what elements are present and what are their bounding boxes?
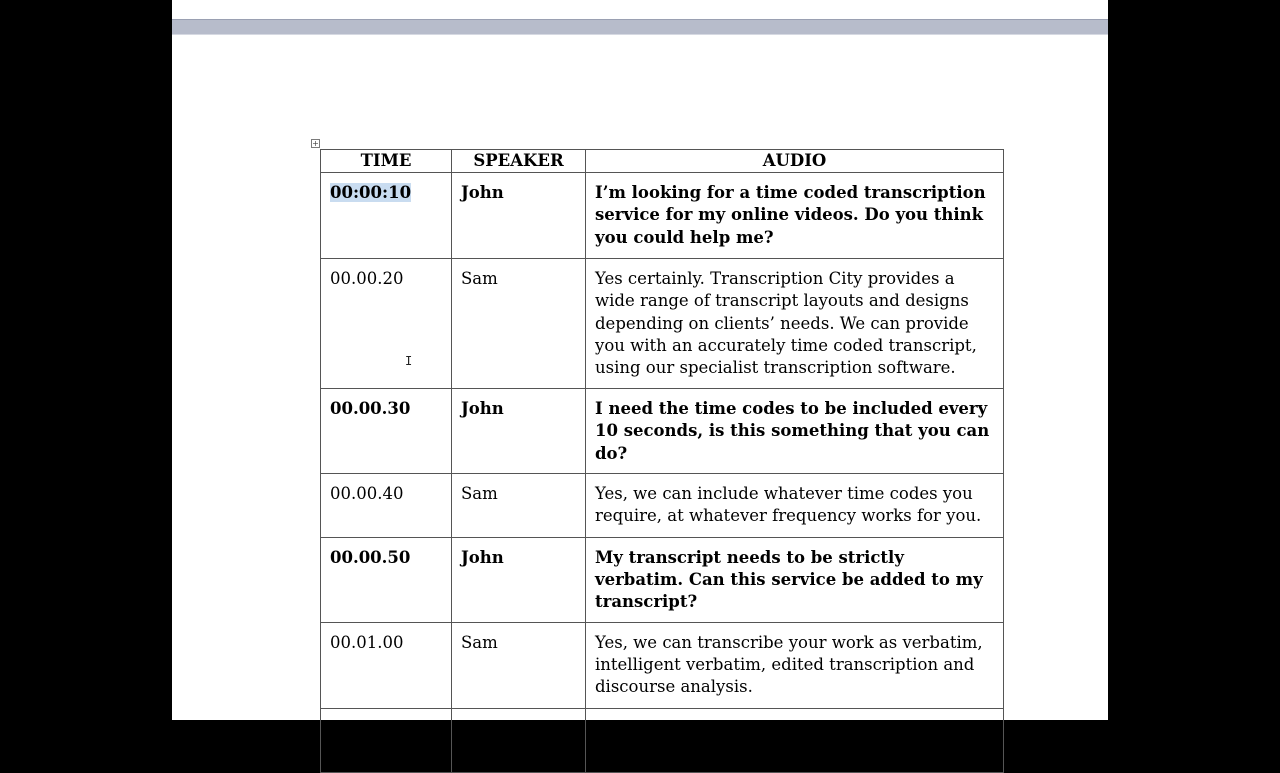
table-row: [321, 473, 1004, 537]
table-body: [321, 173, 1004, 773]
cell-audio-text: My transcript needs to be strictly verbatim. Can this service be added to my transcript?: [595, 547, 983, 612]
cell-time-text: 00.00.40: [330, 483, 404, 503]
table-header-row: [321, 150, 1004, 173]
cell-time[interactable]: [321, 389, 452, 474]
cell-audio[interactable]: [586, 622, 1004, 708]
cell-time-text: 00.00.30: [330, 399, 411, 418]
cell-speaker[interactable]: [452, 537, 586, 622]
cell-speaker[interactable]: [452, 473, 586, 537]
cell-audio[interactable]: [586, 259, 1004, 389]
cell-audio[interactable]: [586, 708, 1004, 772]
cell-speaker-text: Sam: [461, 269, 498, 288]
table-row: [321, 537, 1004, 622]
cell-speaker-text: John: [461, 547, 504, 567]
cell-time[interactable]: [321, 259, 452, 389]
page-break-divider: [172, 19, 1108, 35]
cell-speaker[interactable]: [452, 259, 586, 389]
table-row: [321, 173, 1004, 259]
cell-speaker[interactable]: [452, 622, 586, 708]
table-row: [321, 708, 1004, 772]
previous-page-bottom: [172, 0, 1108, 19]
cell-speaker[interactable]: [452, 708, 586, 772]
text-cursor-icon: I: [405, 354, 413, 368]
cell-audio-text: Yes certainly. Transcription City provides a wide range of transcript layouts and designs depending on clients’ needs. We can provide you with an accurately time coded transcript, using our specialist transcription software.: [595, 269, 977, 378]
cell-time-text: 00.00.50: [330, 547, 411, 567]
cell-speaker-text: John: [461, 718, 504, 738]
cell-speaker-text: John: [461, 183, 504, 202]
cell-audio-text: I need the time codes to be included every 10 seconds, is this something that you can do?: [595, 399, 990, 463]
cell-speaker[interactable]: [452, 389, 586, 474]
table-row: [321, 389, 1004, 474]
document-page[interactable]: [172, 0, 1108, 761]
cell-audio[interactable]: [586, 173, 1004, 259]
cell-audio[interactable]: [586, 389, 1004, 474]
header-time[interactable]: TIME: [321, 150, 452, 173]
transcript-table[interactable]: [320, 149, 1004, 773]
cell-time[interactable]: [321, 622, 452, 708]
cell-speaker-text: Sam: [461, 483, 498, 503]
table-row: [321, 622, 1004, 708]
cell-audio-text: Yes, we can include whatever time codes you require, at whatever frequency works for you.: [595, 483, 982, 526]
cell-time[interactable]: [321, 537, 452, 622]
cell-speaker[interactable]: [452, 173, 586, 259]
cell-audio-text: I’m looking for a time coded transcription service for my online videos. Do you think you could help me?: [595, 183, 986, 247]
cell-time-text: 00.01.10: [330, 718, 411, 738]
cell-time-text: 00.01.00: [330, 632, 404, 652]
cell-time-text: 00.00.20: [330, 269, 404, 288]
cell-audio[interactable]: [586, 473, 1004, 537]
cell-speaker-text: John: [461, 399, 504, 418]
cell-audio[interactable]: [586, 537, 1004, 622]
selected-text: 00:00:10: [330, 183, 412, 202]
cell-speaker-text: Sam: [461, 632, 498, 652]
header-speaker[interactable]: SPEAKER: [452, 150, 586, 173]
cell-time[interactable]: [321, 708, 452, 772]
cell-time[interactable]: [321, 173, 452, 259]
cell-time[interactable]: [321, 473, 452, 537]
table-move-handle-icon[interactable]: +: [312, 139, 319, 148]
header-audio[interactable]: AUDIO: [586, 150, 1004, 173]
table-row: [321, 259, 1004, 389]
cell-audio-text: Yes, we can transcribe your work as verbatim, intelligent verbatim, edited transcription and discourse analysis.: [595, 632, 983, 697]
cell-audio-text: That is good news. Do you also provide a transcription service that includes visual: [595, 718, 975, 761]
